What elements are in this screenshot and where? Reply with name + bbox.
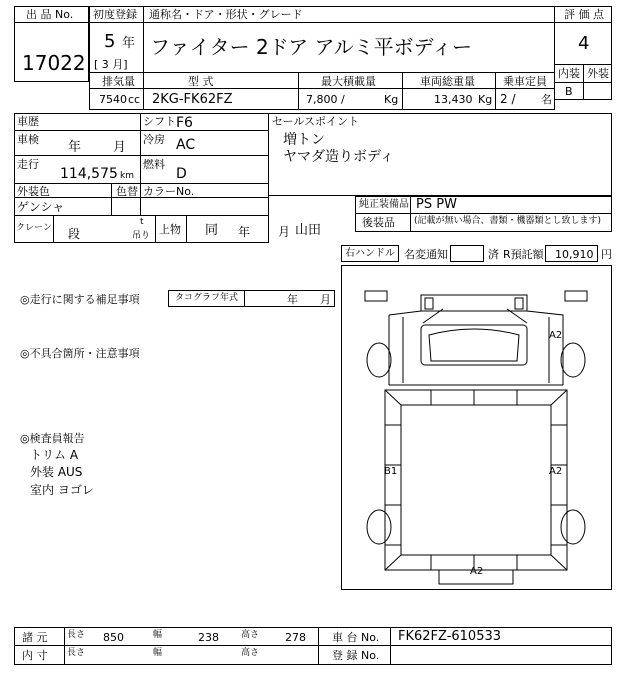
score-value: 4 (578, 33, 590, 54)
damage-mark-right: A2 (549, 466, 563, 477)
inspection-month: 月 (113, 140, 127, 155)
tacho-month: 月 (320, 293, 331, 306)
sales-point-title: セールスポイント (272, 115, 360, 128)
ext-color-value: ゲンシャ (17, 200, 65, 214)
recycle-label: R預託額 (503, 248, 544, 261)
interior-grade: B (565, 85, 573, 98)
length-label: 長さ (67, 630, 86, 640)
exterior-grade-label: 外装 (587, 67, 609, 80)
dims-label: 諸 元 (22, 631, 48, 644)
inspector-line-1: トリム A (30, 448, 79, 462)
aftermarket-label: 後装品 (362, 216, 395, 229)
length-value: 850 (103, 631, 124, 644)
height-label: 高さ (241, 630, 260, 640)
crane-hoist: 吊り (132, 231, 151, 241)
sales-point-line-2: ヤマダ造りボディ (283, 149, 394, 165)
driving-notes-title: ◎走行に関する補足事項 (20, 293, 140, 306)
width-label: 幅 (153, 630, 163, 640)
recycle-value: 10,910 (555, 248, 594, 261)
mileage-value: 114,575 (60, 166, 118, 182)
equipment-label: 純正装備品 (359, 199, 409, 210)
displacement-value: 7540 (99, 93, 127, 106)
lot-label: 出 品 No. (26, 8, 74, 21)
crane-stage: 段 (68, 227, 81, 241)
inner-width-label: 幅 (153, 648, 163, 658)
width-value: 238 (198, 631, 219, 644)
height-value: 278 (285, 631, 306, 644)
uphold-month: 月 (278, 225, 291, 239)
max-load-value: 7,800 / (306, 93, 345, 106)
fuel-value: D (176, 166, 187, 182)
first-reg-label: 初度登録 (93, 8, 137, 21)
inner-dims-label: 内 寸 (22, 649, 48, 662)
ext-color-label: 外装色 (17, 185, 50, 198)
fuel-label: 燃料 (143, 158, 165, 171)
capacity-value: 2 / (500, 92, 516, 106)
color-code-label: カラーNo. (143, 185, 195, 198)
uphold-same: 同 (205, 223, 219, 238)
inspector-title: ◎検査員報告 (20, 432, 85, 445)
interior-grade-label: 内装 (558, 67, 580, 80)
recycle-prefix: 済 (488, 248, 499, 261)
inner-length-label: 長さ (67, 648, 86, 658)
chassis-value: FK62FZ-610533 (398, 629, 502, 644)
inspection-year: 年 (68, 140, 82, 155)
mileage-unit: km (120, 171, 134, 181)
truck-outline (341, 265, 612, 590)
displacement-label: 排気量 (102, 75, 135, 88)
uphold-year: 年 (238, 225, 251, 239)
shift-label: シフト (143, 115, 176, 128)
damage-mark-left: B1 (384, 466, 398, 477)
chassis-label: 車 台 No. (332, 631, 380, 644)
inner-height-label: 高さ (241, 648, 260, 658)
car-name: ファイター 2ドア アルミ平ボディー (150, 35, 473, 59)
aftermarket-note: (記載が無い場合、書類・機器類とし致します) (414, 216, 602, 226)
crane-label: クレーン (16, 223, 52, 233)
max-load-label: 最大積載量 (321, 75, 376, 88)
steering-value: 右ハンドル (345, 248, 395, 259)
crane-ton: t (140, 217, 144, 227)
sales-point-line-1: 増トン (283, 132, 325, 148)
damage-mark-cab: A2 (549, 330, 563, 341)
first-reg-year: 5 (104, 31, 116, 52)
max-load-unit: Kg (384, 93, 399, 106)
name-change-box (450, 245, 484, 262)
mileage-label: 走行 (17, 158, 39, 171)
model-label: 型 式 (188, 75, 214, 88)
tacho-label: タコグラフ年式 (175, 293, 239, 303)
capacity-label: 乗車定員 (503, 75, 547, 88)
shift-value: F6 (176, 115, 193, 131)
model-value: 2KG-FK62FZ (152, 92, 233, 107)
defects-title: ◎不具合箇所・注意事項 (20, 347, 140, 360)
damage-mark-rear: A2 (470, 566, 484, 577)
registration-label: 登 録 No. (332, 649, 380, 662)
score-label: 評 価 点 (564, 8, 604, 21)
lot-number: 17022 (22, 51, 86, 75)
first-reg-month: [ 3 月] (94, 58, 128, 71)
gross-weight-label: 車両総重量 (420, 75, 475, 88)
capacity-unit: 名 (541, 93, 552, 106)
uphold-maker: 山田 (295, 223, 322, 238)
car-name-label: 通称名・ドア・形状・グレード (149, 8, 303, 21)
ac-value: AC (176, 137, 196, 153)
inspector-line-3: 室内 ヨゴレ (30, 483, 94, 497)
color-change-label: 色替 (116, 185, 138, 198)
inspector-line-2: 外装 AUS (30, 465, 83, 479)
displacement-unit: cc (128, 93, 141, 106)
gross-weight-value: 13,430 (434, 93, 473, 106)
equipment-value: PS PW (416, 197, 457, 212)
recycle-unit: 円 (601, 248, 612, 261)
gross-weight-unit: Kg (478, 93, 493, 106)
uphold-label: 上物 (159, 223, 181, 236)
history-label: 車歴 (17, 115, 39, 128)
name-change-label: 名変通知 (404, 248, 448, 261)
ac-label: 冷房 (143, 133, 165, 146)
tacho-year: 年 (287, 293, 298, 306)
first-reg-year-unit: 年 (122, 36, 136, 51)
inspection-label: 車検 (17, 133, 39, 146)
